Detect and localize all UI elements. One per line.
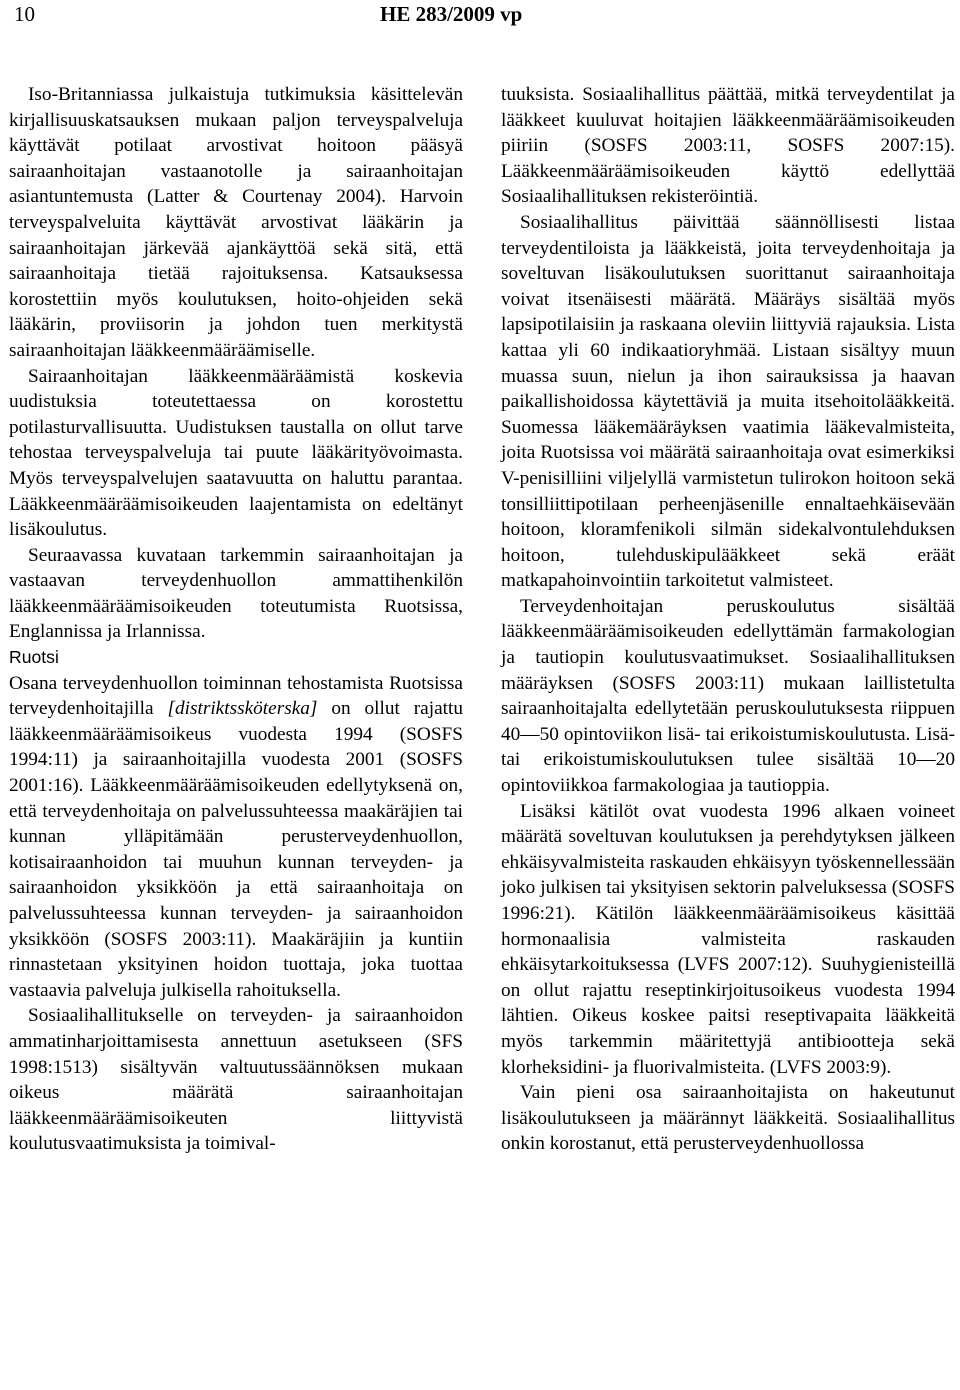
document-id: HE 283/2009 vp (380, 2, 523, 26)
paragraph: Seuraavassa kuvataan tarkemmin sairaanhoitajan ja vastaavan terveydenhuollon ammattihenkilön lääkkeenmääräämisoikeuden toteutumista Ruotsissa, Englannissa ja Irlannissa. (9, 544, 463, 643)
text-span: on ollut rajattu lääkkeenmääräämisoikeus vuodesta 1994 (SOSFS 1994:11) ja sairaanhoitajilla vuodesta 2001 (SOSFS 2001:16). Lääkkeenmääräämisoikeuden edellytyksenä on, että terveydenhoitaja on palvelussuhteessa maakäräjien tai kunnan ylläpitämään perusterveydenhuollon, kotisairaanhoidon tai muuhun kunnan terveyden- ja sairaanhoidon yksikköön ja että sairaanhoitaja on palvelussuhteessa kunnan terveyden- ja sairaanhoidon yksikköön (SOSFS 2003:11). Maakäräjiin ja kuntiin rinnastetaan yksityinen hoidon tuottaja, joka tuottaa vastaavia palveluja julkisella rahoituksella. (9, 698, 463, 1001)
paragraph: Sosiaalihallitukselle on terveyden- ja sairaanhoidon ammatinharjoittamisesta annettuun asetukseen (SFS 1998:1513) sisältyvän valtuutussäännöksen mukaan oikeus määrätä sairaanhoitajan lääkkeenmääräämisoikeuten liittyvistä koulutusvaatimuksista ja toimival- (9, 1005, 463, 1155)
paragraph: tuuksista. Sosiaalihallitus päättää, mitkä terveydentilat ja lääkkeet kuuluvat hoitajien lääkkeenmääräämisoikeuden piiriin (SOSFS 2003:11, SOSFS 2007:15). Lääkkeenmääräämisoikeuden käyttö edellyttää Sosiaalihallituksen rekisteröintiä. (501, 84, 955, 208)
paragraph: Sosiaalihallitus päivittää säännöllisesti listaa terveydentiloista ja lääkkeistä, joita terveydenhoitaja ja soveltuvan lisäkoulutuksen suorittanut sairaanhoitaja voivat itsenäisesti määrätä. Määräys sisältää myös lapsipotilaisiin ja raskaana oleviin liittyviä rajauksia. Lista kattaa yli 60 indikaatioryhmää. Listaan sisältyy muun muassa suun, nielun ja ihon sairauksissa ja haavan paikallishoidossa käytettäviä ja muita itsehoitolääkkeitä. Suomessa lääkemääräyksen vaatimia lääkevalmisteita, joita Ruotsissa voi määrätä sairaanhoitaja ovat esimerkiksi V-penisilliini viljelyllä varmistetun tulirokon hoitoon sekä tonsilliittipotilaan perheenjäsenille ennaltaehkäisevään hoitoon, kloramfenikoli silmän sidekalvontulehduksen hoitoon, tulehduskipulääkkeet sekä eräät matkapahoinvointiin tarkoitetut valmisteet. (501, 211, 955, 592)
section-heading: Ruotsi (9, 647, 59, 668)
text-span: Osana terveydenhuollon toiminnan tehostamista Ruotsissa terveydenhoitajilla (9, 672, 463, 720)
paragraph: Sairaanhoitajan lääkkeenmääräämistä koskevia uudistuksia toteutettaessa on korostettu potilasturvallisuutta. Uudistuksen taustalla on ollut tarve tehostaa terveyspalveluja tai puute lääkärityövoimasta. Myös terveyspalvelujen saatavuutta on haluttu parantaa. Lääkkeenmääräämisoikeuden laajentamista on edeltänyt lisäkoulutus. (9, 365, 463, 541)
italic-term: [distriktssköterska] (167, 698, 318, 720)
page-number: 10 (14, 2, 35, 26)
paragraph (9, 671, 463, 1004)
left-column (9, 82, 463, 1157)
paragraph: Vain pieni osa sairaanhoitajista on hakeutunut lisäkoulutukseen ja määrännyt lääkkeitä. Sosiaalihallitus onkin korostanut, että perusterveydenhuollossa (501, 1082, 955, 1155)
paragraph: Lisäksi kätilöt ovat vuodesta 1996 alkaen voineet määrätä soveltuvan koulutuksen ja perehdytyksen jälkeen ehkäisyvalmisteita raskauden ehkäisyyn työskennellessään joko julkisen tai yksityisen sektorin palveluksessa (SOSFS 1996:21). Kätilön lääkkeenmääräämisoikeus käsittää hormonaalisia valmisteita raskauden ehkäisytarkoituksessa (LVFS 2007:12). Suuhygienisteillä on ollut rajattu reseptinkirjoitusoikeus vuodesta 1994 lähtien. Oikeus koskee paitsi reseptivapaita lääkkeitä myös tarkemmin määritettyjä antibiootteja sekä klorheksidini- ja fluorivalmisteita. (LVFS 2003:9). (501, 800, 955, 1078)
paragraph: Iso-Britanniassa julkaistuja tutkimuksia käsittelevän kirjallisuuskatsauksen mukaan paljon terveyspalveluja käyttävät potilaat arvostivat hoitoon pääsyä sairaanhoitajan vastaanotolle ja sairaanhoitajan asiantuntemusta (Latter & Courtenay 2004). Harvoin terveyspalveluita käyttävät arvostivat lääkärin ja sairaanhoitajan järkevää ajankäyttöä sekä sitä, että sairaanhoitaja tietää rajoituksensa. Katsauksessa korostettiin myös koulutuksen, hoito-ohjeiden sekä lääkärin, proviisorin ja johdon tuen merkitystä sairaanhoitajan lääkkeenmääräämiselle. (9, 84, 463, 361)
paragraph: Terveydenhoitajan peruskoulutus sisältää lääkkeenmääräämisoikeuden edellyttämän farmakologian ja tautiopin koulutusvaatimukset. Sosiaalihallituksen määräyksen (SOSFS 2003:11) mukaan laillistetulta sairaanhoitajalta edellytetään peruskoulutuksesta riippuen 40—50 opintoviikon lisä- tai erikoistumiskoulutusta. Lisä- tai erikoistumiskoulutuksen tulee sisältää 10—20 opintoviikkoa farmakologiaa ja tautioppia. (501, 595, 955, 797)
right-column (501, 82, 955, 1157)
